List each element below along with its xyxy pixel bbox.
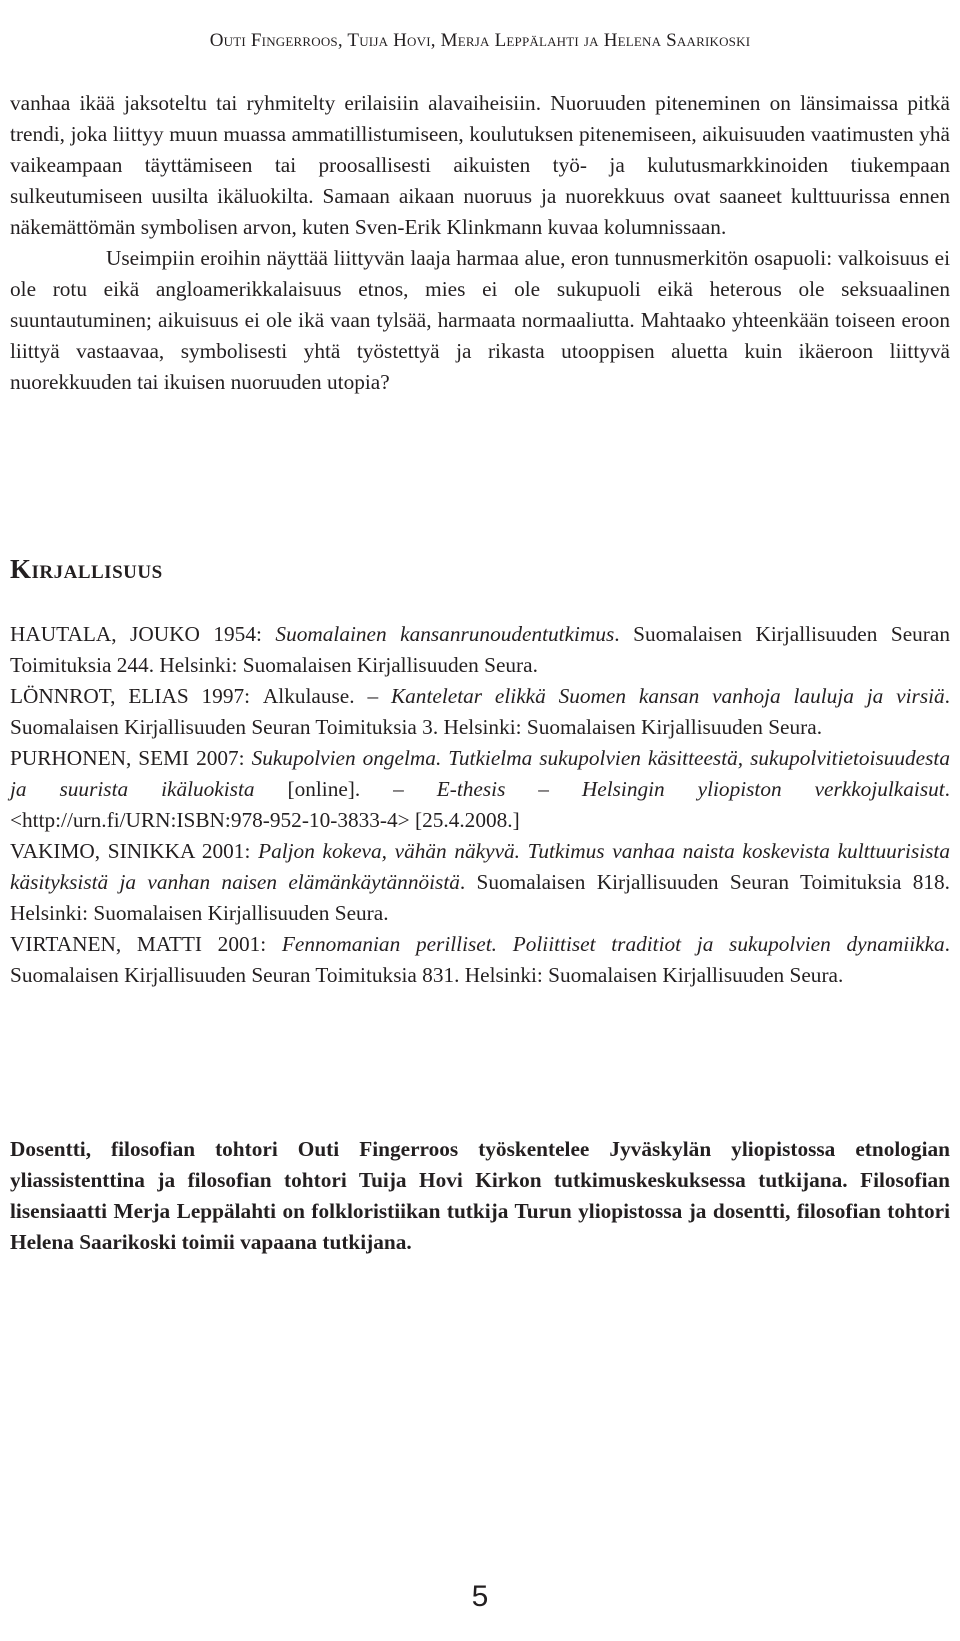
reference-author: LÖNNROT, ELIAS 1997:: [10, 684, 263, 708]
reference-prefix: Alkulause. –: [262, 684, 391, 708]
page-number: 5: [471, 1580, 489, 1613]
running-head: Outi Fingerroos, Tuija Hovi, Merja Leppälahti ja Helena Saarikoski: [209, 30, 751, 51]
reference-author: VAKIMO, SINIKKA 2001:: [10, 839, 259, 863]
reference-author: HAUTALA, JOUKO 1954:: [10, 622, 276, 646]
reference-details: . <http://urn.fi/URN:ISBN:978-952-10-3833-4> [25.4.2008.]: [10, 777, 950, 832]
reference-title: Kanteletar elikkä Suomen kansan vanhoja lauluja ja virsiä: [390, 684, 945, 708]
reference-author: VIRTANEN, MATTI 2001:: [10, 932, 282, 956]
reference-details: . Suomalaisen Kirjallisuuden Seuran Toimituksia 244. Helsinki: Suomalaisen Kirjallisuuden Seura.: [10, 622, 950, 677]
section-title: Kirjallisuus: [10, 554, 163, 584]
authors-bio: Dosentti, filosofian tohtori Outi Fingerroos työskentelee Jyväskylän yliopistossa etnologian yliassistenttina ja filosofian tohtori Tuija Hovi Kirkon tutkimuskeskuksessa tutkijana. Filosofian lisensiaatti Merja Leppälahti on folkloristiikan tutkija Turun yliopistossa ja dosentti, filosofian tohtori Helena Saarikoski toimii vapaana tutkijana.: [10, 1137, 950, 1254]
reference-entry: [10, 619, 950, 681]
body-text: [10, 88, 950, 398]
reference-entry: [10, 681, 950, 743]
reference-title: Sukupolvien ongelma. Tutkielma sukupolvien käsitteestä, sukupolvitietoisuudesta ja suurista ikäluokista: [10, 746, 950, 801]
reference-title: Fennomanian perilliset. Poliittiset traditiot ja sukupolvien dynamiikka: [281, 932, 945, 956]
reference-list: [10, 619, 950, 991]
reference-medium: [online]. –: [254, 777, 437, 801]
reference-details: . Suomalaisen Kirjallisuuden Seuran Toimituksia 3. Helsinki: Suomalaisen Kirjallisuuden Seura.: [10, 684, 950, 739]
reference-entry: [10, 836, 950, 929]
reference-details: . Suomalaisen Kirjallisuuden Seuran Toimituksia 818. Helsinki: Suomalaisen Kirjallisuuden Seura.: [10, 870, 950, 925]
reference-details: . Suomalaisen Kirjallisuuden Seuran Toimituksia 831. Helsinki: Suomalaisen Kirjallisuuden Seura.: [10, 932, 950, 987]
paragraph: vanhaa ikää jaksoteltu tai ryhmitelty erilaisiin alavaiheisiin. Nuoruuden piteneminen on länsimaissa pitkä trendi, joka liittyy muun muassa ammatillistumiseen, koulutuksen pitenemiseen, aikuisuuden vaatimusten yhä vaikeampaan täyttämiseen tai proosallisesti aikuisten työ- ja kulutusmarkkinoiden tiukempaan sulkeutumiseen uusilta ikäluokilta. Samaan aikaan nuoruus ja nuorekkuus ovat saaneet kulttuurissa ennen näkemättömän symbolisen arvon, kuten Sven-Erik Klinkmann kuvaa kolumnissaan.: [10, 91, 950, 239]
reference-entry: [10, 743, 950, 836]
reference-entry: [10, 929, 950, 991]
paragraph: Useimpiin eroihin näyttää liittyvän laaja harmaa alue, eron tunnusmerkitön osapuoli: valkoisuus ei ole rotu eikä angloamerikkalaisuus etnos, mies ei ole sukupuoli eikä heterous ole seksuaalinen suuntautuminen; aikuisuus ei ole ikä vaan tylsää, harmaata normaaliutta. Mahtaako yhteenkään toiseen eroon liittyä vastaavaa, symbolisesti yhtä työstettyä ja rikasta utooppisen aluetta kuin ikäeroon liittyvä nuorekkuuden tai ikuisen nuoruuden utopia?: [10, 246, 950, 394]
reference-series: E-thesis – Helsingin yliopiston verkkojulkaisut: [436, 777, 945, 801]
reference-title: Paljon kokeva, vähän näkyvä. Tutkimus vanhaa naista koskevista kulttuurisista käsityksistä ja vanhan naisen elämänkäytännöistä: [10, 839, 951, 894]
reference-title: Suomalainen kansanrunoudentutkimus: [275, 622, 615, 646]
reference-author: PURHONEN, SEMI 2007:: [10, 746, 252, 770]
